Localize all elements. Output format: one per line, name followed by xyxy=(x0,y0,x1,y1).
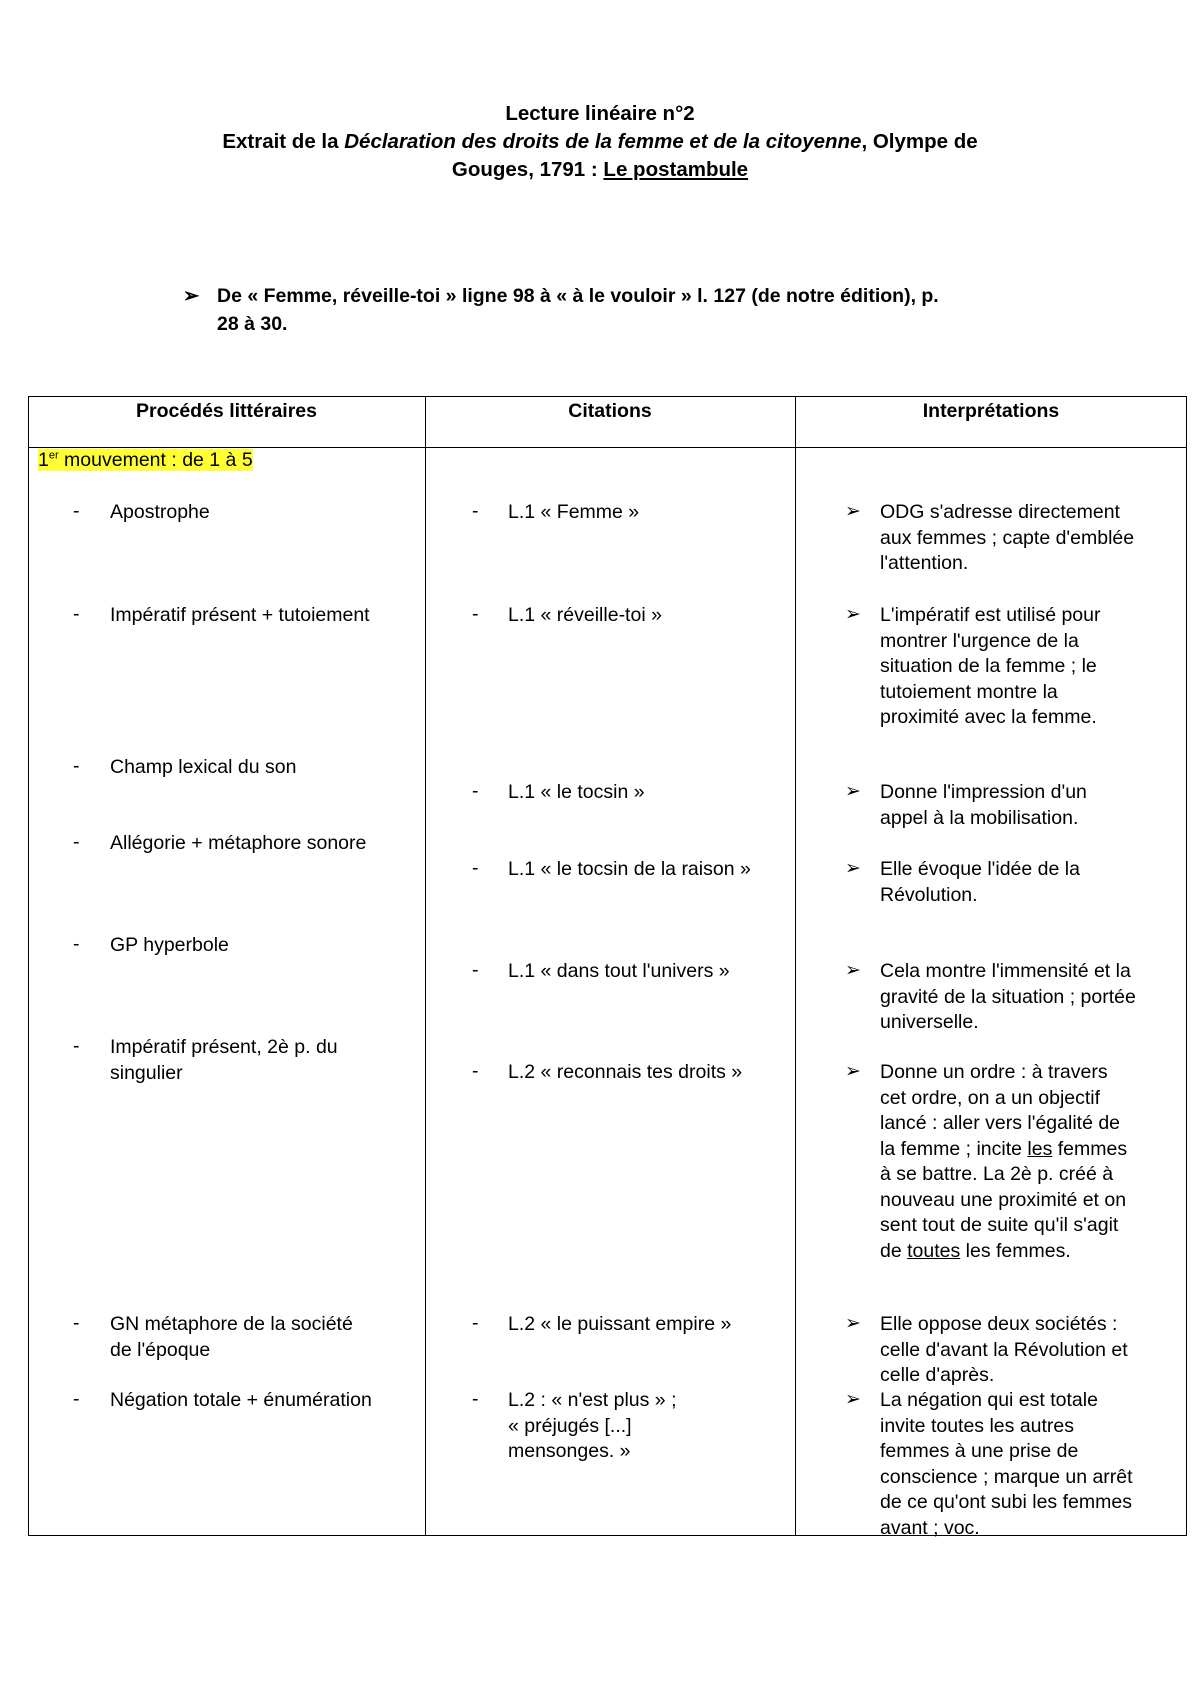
list-dash: - xyxy=(73,500,80,522)
interpretation-item: Donne un ordre : à travers cet ordre, on a un objectif lancé : aller vers l'égalité de la femme ; incite les femmes à se battre. La 2è p. créé à nouveau une proximité et on sent tout de suite qu'il s'agit de toutes les femmes. xyxy=(880,1061,1128,1262)
list-dash: - xyxy=(472,780,479,802)
list-dash: - xyxy=(73,1035,80,1057)
title-line-3: Gouges, 1791 : Le postambule xyxy=(451,158,749,181)
title-line-1: Lecture linéaire n°2 xyxy=(505,102,695,125)
citation-item: L.1 « Femme » xyxy=(508,501,640,523)
interpretation-item: Elle oppose deux sociétés : celle d'avant la Révolution et celle d'après. xyxy=(880,1313,1128,1386)
arrow-bullet-icon: ➢ xyxy=(845,858,861,879)
title-line-2: Extrait de la Déclaration des droits de la femme et de la citoyenne, Olympe de xyxy=(222,130,978,153)
list-dash: - xyxy=(73,831,80,853)
list-dash: - xyxy=(73,603,80,625)
procede-item: Champ lexical du son xyxy=(110,756,297,778)
list-dash: - xyxy=(472,959,479,981)
citation-item: L.2 : « n'est plus » ; « préjugés [...] mensonges. » xyxy=(508,1389,677,1462)
work-title: Déclaration des droits de la femme et de la citoyenne xyxy=(344,130,862,153)
procede-item: Allégorie + métaphore sonore xyxy=(110,832,367,854)
header-interpretations: Interprétations xyxy=(922,400,1060,422)
document-title xyxy=(0,100,1200,184)
list-dash: - xyxy=(73,755,80,777)
citation-item: L.1 « le tocsin » xyxy=(508,781,645,803)
list-dash: - xyxy=(472,500,479,522)
procede-item: Apostrophe xyxy=(110,501,210,523)
arrow-bullet-icon: ➢ xyxy=(845,1061,861,1082)
header-procedes: Procédés littéraires xyxy=(135,400,317,422)
procede-item: GP hyperbole xyxy=(110,934,229,956)
procede-item: Impératif présent + tutoiement xyxy=(110,604,370,626)
excerpt-title: Le postambule xyxy=(603,158,749,181)
interpretation-item: Donne l'impression d'un appel à la mobilisation. xyxy=(880,781,1087,829)
arrow-bullet-icon: ➢ xyxy=(845,604,861,625)
list-dash: - xyxy=(472,1312,479,1334)
list-dash: - xyxy=(472,1060,479,1082)
list-dash: - xyxy=(73,933,80,955)
citation-item: L.1 « le tocsin de la raison » xyxy=(508,858,751,880)
list-dash: - xyxy=(472,603,479,625)
interpretation-item: ODG s'adresse directement aux femmes ; capte d'emblée l'attention. xyxy=(880,501,1135,574)
column-divider xyxy=(795,396,796,1536)
interpretation-item: L'impératif est utilisé pour montrer l'urgence de la situation de la femme ; le tutoiement montre la proximité avec la femme. xyxy=(880,604,1101,728)
interpretation-item: Cela montre l'immensité et la gravité de la situation ; portée universelle. xyxy=(880,960,1136,1033)
scope-line-1: De « Femme, réveille-toi » ligne 98 à « à le vouloir » l. 127 (de notre édition), p. xyxy=(217,285,939,307)
arrow-bullet-icon: ➢ xyxy=(845,1389,861,1410)
arrow-bullet-icon: ➢ xyxy=(845,1313,861,1334)
column-divider xyxy=(425,396,426,1536)
scope-line-2: 28 à 30. xyxy=(217,313,288,335)
section-label: 1er mouvement : de 1 à 5 xyxy=(38,449,253,471)
header-citations: Citations xyxy=(568,400,652,422)
arrow-bullet-icon: ➢ xyxy=(183,285,200,307)
interpretation-item: La négation qui est totale invite toutes les autres femmes à une prise de conscience ; marque un arrêt de ce qu'ont subi les femmes avant ; voc. xyxy=(880,1389,1133,1539)
arrow-bullet-icon: ➢ xyxy=(845,960,861,981)
list-dash: - xyxy=(472,857,479,879)
citation-item: L.2 « reconnais tes droits » xyxy=(508,1061,743,1083)
list-dash: - xyxy=(73,1312,80,1334)
procede-item: Impératif présent, 2è p. du singulier xyxy=(110,1036,338,1084)
interpretation-item: Elle évoque l'idée de la Révolution. xyxy=(880,858,1080,906)
procede-item: GN métaphore de la société de l'époque xyxy=(110,1313,353,1361)
citation-item: L.2 « le puissant empire » xyxy=(508,1313,732,1335)
procede-item: Négation totale + énumération xyxy=(110,1389,372,1411)
list-dash: - xyxy=(73,1388,80,1410)
citation-item: L.1 « dans tout l'univers » xyxy=(508,960,730,982)
arrow-bullet-icon: ➢ xyxy=(845,501,861,522)
arrow-bullet-icon: ➢ xyxy=(845,781,861,802)
citation-item: L.1 « réveille-toi » xyxy=(508,604,662,626)
list-dash: - xyxy=(472,1388,479,1410)
